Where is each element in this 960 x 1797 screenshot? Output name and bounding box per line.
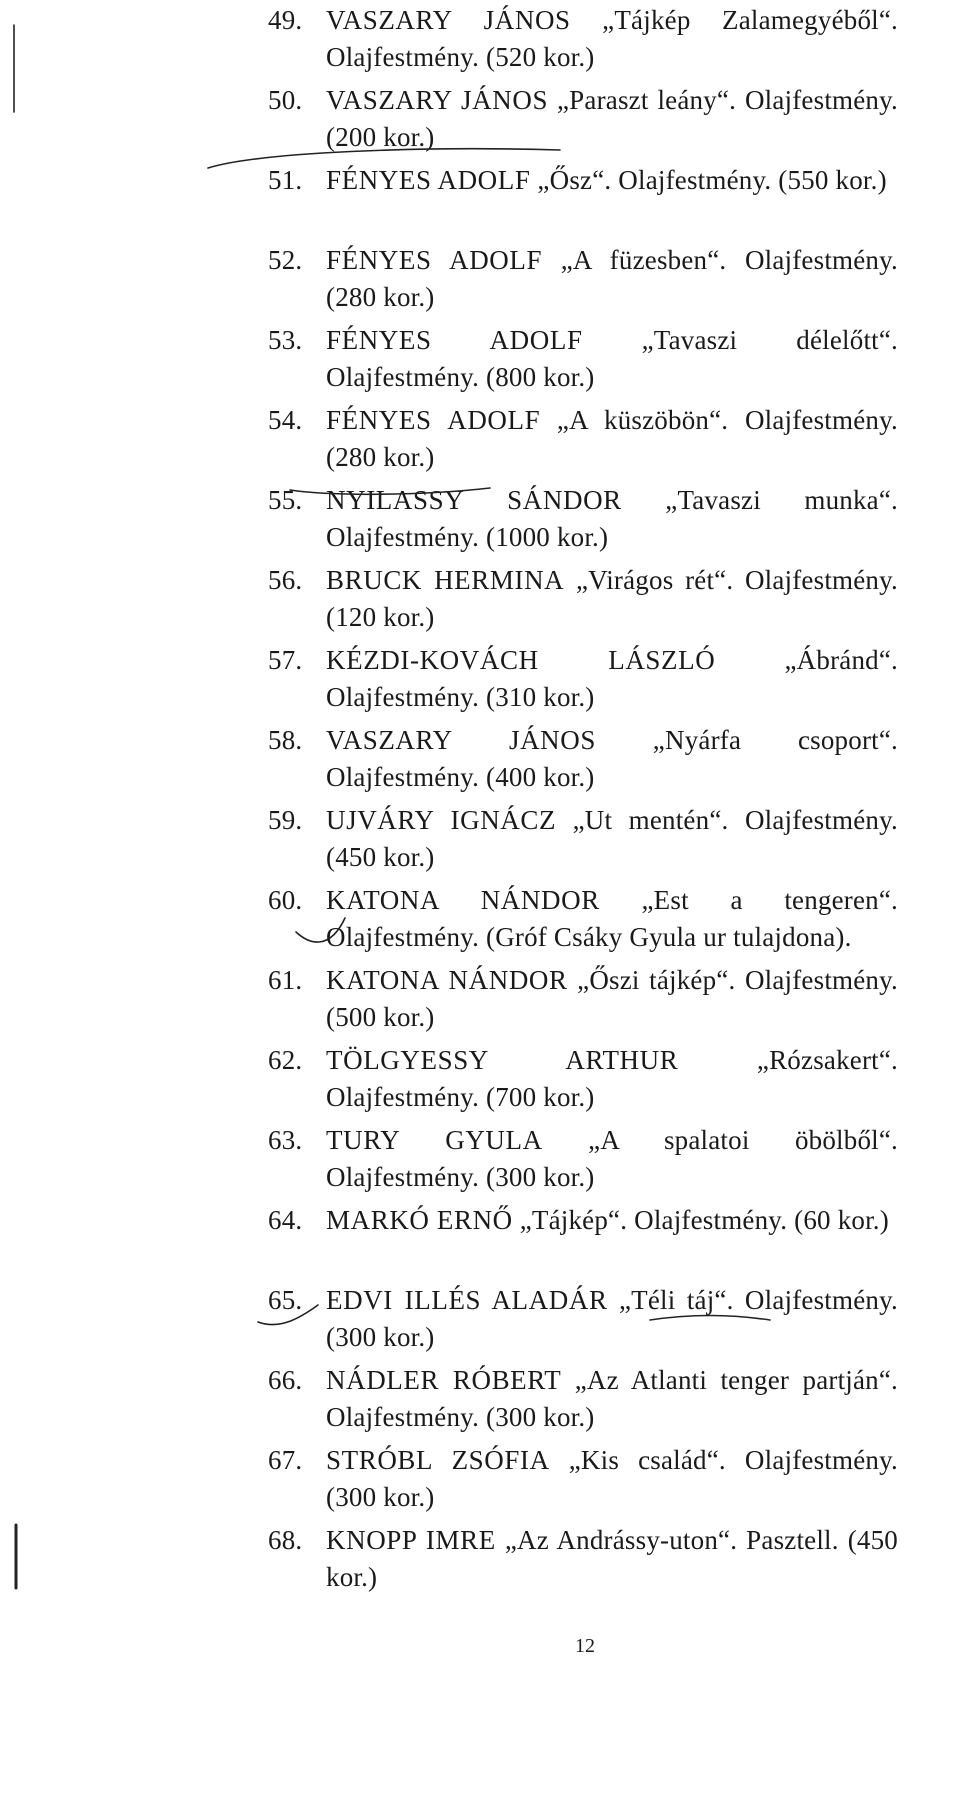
entry-description: „Tavaszi délelőtt“. Olajfestmény. (800 kor.) (326, 325, 898, 392)
entry-artist: NYILASSY SÁNDOR (326, 485, 622, 515)
entry-number: 52. (268, 245, 303, 275)
catalog-entry (268, 802, 908, 882)
entry-number: 53. (268, 325, 303, 355)
entry-number: 66. (268, 1365, 303, 1395)
entry-number: 55. (268, 485, 303, 515)
entry-artist: KÉZDI-KOVÁCH LÁSZLÓ (326, 645, 716, 675)
entry-number: 54. (268, 405, 303, 435)
catalog-entry (268, 1042, 908, 1122)
entry-number: 64. (268, 1205, 303, 1235)
entry-list (268, 2, 908, 1602)
entry-text (326, 1122, 908, 1195)
entry-text (326, 162, 908, 199)
entry-number: 57. (268, 645, 303, 675)
entry-description: „Téli táj“. Olajfestmény. (300 kor.) (326, 1285, 898, 1352)
entry-description: „Tájkép“. Olajfestmény. (60 kor.) (512, 1205, 889, 1235)
entry-number: 61. (268, 965, 303, 995)
catalog-entry (268, 962, 908, 1042)
catalog-entry (268, 642, 908, 722)
entry-text (326, 562, 908, 635)
entry-number: 50. (268, 85, 303, 115)
entry-text (326, 642, 908, 715)
entry-text (326, 1442, 908, 1515)
entry-artist: EDVI ILLÉS ALADÁR (326, 1285, 608, 1315)
entry-text (326, 322, 908, 395)
entry-text (326, 402, 908, 475)
entry-artist: TURY GYULA (326, 1125, 543, 1155)
entry-artist: FÉNYES ADOLF (326, 245, 543, 275)
entry-artist: NÁDLER RÓBERT (326, 1365, 562, 1395)
catalog-entry (268, 322, 908, 402)
entry-description: „Est a tengeren“. Olajfestmény. (Gróf Csáky Gyula ur tulajdona). (326, 885, 899, 952)
catalog-entry (268, 1362, 908, 1442)
entry-text (326, 1042, 908, 1115)
catalog-entry (268, 1522, 908, 1602)
entry-text (326, 1282, 908, 1355)
entry-description: „Tájkép Zalamegyéből“. Olajfestmény. (520 kor.) (326, 5, 898, 72)
entry-artist: STRÓBL ZSÓFIA (326, 1445, 550, 1475)
entry-text (326, 882, 908, 955)
entry-number: 58. (268, 725, 303, 755)
catalog-entry (268, 1282, 908, 1362)
entry-text (326, 242, 908, 315)
entry-number: 49. (268, 5, 303, 35)
entry-artist: FÉNYES ADOLF (326, 405, 541, 435)
entry-description: „Az Atlanti tenger partján“. Olajfestmény. (300 kor.) (326, 1365, 898, 1432)
entry-number: 68. (268, 1525, 303, 1555)
catalog-entry (268, 402, 908, 482)
catalog-entry (268, 482, 908, 562)
catalog-entry (268, 1122, 908, 1202)
entry-description: „Paraszt leány“. Olajfestmény. (200 kor.) (326, 85, 899, 152)
entry-description: „Ősz“. Olajfestmény. (550 kor.) (530, 165, 887, 195)
entry-text (326, 1522, 908, 1595)
entry-text (326, 1202, 908, 1239)
catalog-entry (268, 882, 908, 962)
entry-description: „Nyárfa csoport“. Olajfestmény. (400 kor.) (326, 725, 898, 792)
entry-artist: VASZARY JÁNOS (326, 5, 571, 35)
catalog-entry (268, 82, 908, 162)
entry-artist: KNOPP IMRE (326, 1525, 496, 1555)
entry-number: 60. (268, 885, 303, 915)
entry-number: 63. (268, 1125, 303, 1155)
entry-text (326, 1362, 908, 1435)
entry-number: 51. (268, 165, 303, 195)
entry-text (326, 722, 908, 795)
entry-description: „Rózsakert“. Olajfestmény. (700 kor.) (326, 1045, 898, 1112)
entry-artist: VASZARY JÁNOS (326, 85, 549, 115)
entry-description: „Kis család“. Olajfestmény. (300 kor.) (326, 1445, 898, 1512)
entry-description: „Ábránd“. Olajfestmény. (310 kor.) (326, 645, 898, 712)
entry-number: 62. (268, 1045, 303, 1075)
page-number: 12 (575, 1635, 595, 1657)
entry-number: 59. (268, 805, 303, 835)
entry-text (326, 82, 908, 155)
catalog-entry (268, 162, 908, 242)
entry-artist: UJVÁRY IGNÁCZ (326, 805, 557, 835)
entry-artist: MARKÓ ERNŐ (326, 1205, 513, 1235)
entry-description: „Az Andrássy-uton“. Pasztell. (450 kor.) (326, 1525, 898, 1592)
entry-number: 56. (268, 565, 303, 595)
entry-description: „Tavaszi munka“. Olajfestmény. (1000 kor.) (326, 485, 898, 552)
entry-artist: KATONA NÁNDOR (326, 885, 600, 915)
entry-text (326, 482, 908, 555)
catalog-entry (268, 1202, 908, 1282)
entry-artist: VASZARY JÁNOS (326, 725, 596, 755)
entry-artist: BRUCK HERMINA (326, 565, 565, 595)
catalog-entry (268, 242, 908, 322)
entry-text (326, 2, 908, 75)
entry-number: 65. (268, 1285, 303, 1315)
entry-number: 67. (268, 1445, 303, 1475)
entry-text (326, 802, 908, 875)
entry-artist: KATONA NÁNDOR (326, 965, 568, 995)
entry-artist: TÖLGYESSY ARTHUR (326, 1045, 679, 1075)
catalog-entry (268, 722, 908, 802)
entry-text (326, 962, 908, 1035)
entry-description: „Virágos rét“. Olajfestmény. (120 kor.) (326, 565, 898, 632)
catalog-entry (268, 2, 908, 82)
entry-description: „A küszöbön“. Olajfestmény. (280 kor.) (326, 405, 898, 472)
entry-artist: FÉNYES ADOLF (326, 165, 531, 195)
catalog-entry (268, 1442, 908, 1522)
entry-description: „Ut mentén“. Olajfestmény. (450 kor.) (326, 805, 898, 872)
entry-description: „A spalatoi öbölből“. Olajfestmény. (300 kor.) (326, 1125, 898, 1192)
entry-description: „Őszi tájkép“. Olajfestmény. (500 kor.) (326, 965, 898, 1032)
catalog-entry (268, 562, 908, 642)
entry-description: „A füzesben“. Olajfestmény. (280 kor.) (326, 245, 899, 312)
entry-artist: FÉNYES ADOLF (326, 325, 583, 355)
